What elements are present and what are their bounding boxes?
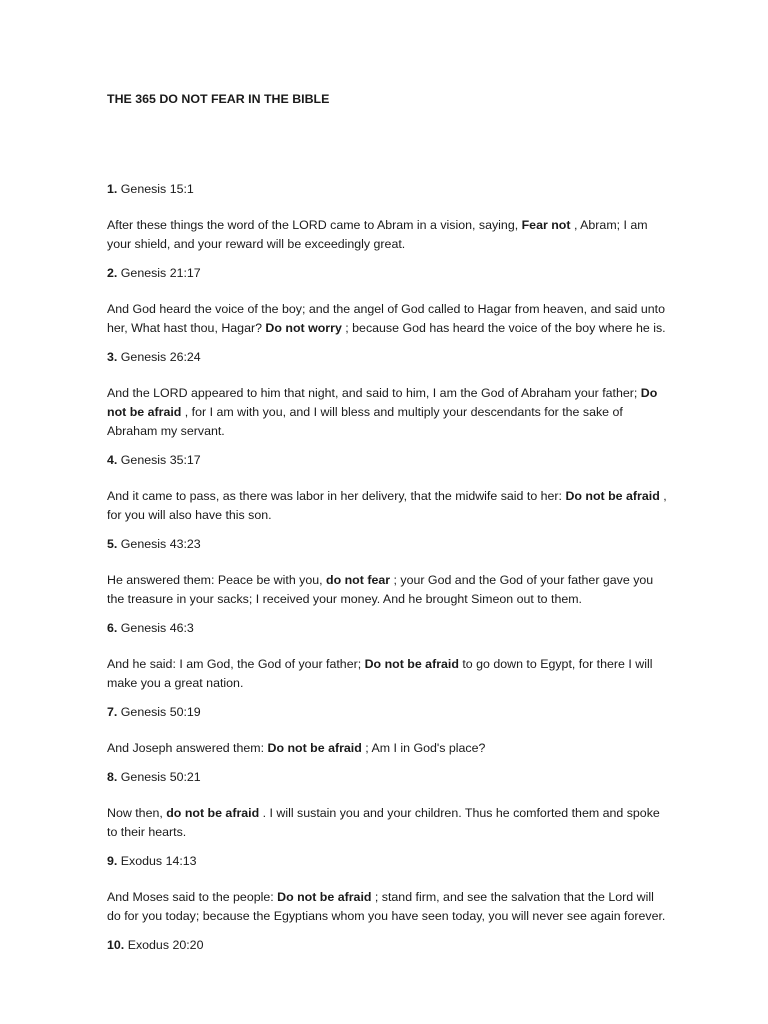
verse-segment: , Abram; I am your shield, and your reward will be exceedingly great. [107, 218, 648, 251]
verse-number: 2. [107, 266, 118, 280]
verse-entry [107, 451, 667, 525]
verse-reference [107, 451, 667, 470]
verse-number: 9. [107, 854, 118, 868]
verse-segment: Now then, [107, 806, 167, 820]
verse-number: 1. [107, 182, 118, 196]
verse-citation: Exodus 14:13 [120, 854, 197, 868]
verse-reference [107, 264, 667, 283]
verse-entry [107, 768, 667, 842]
verse-segment: And God heard the voice of the boy; and the angel of God called to Hagar from heaven, and said unto her, What hast thou, Hagar? [107, 302, 665, 335]
verse-text [107, 571, 667, 609]
verse-segment: ; your God and the God of your father gave you the treasure in your sacks; I received your money. And he brought Simeon out to them. [107, 573, 654, 606]
verse-segment: , for you will also have this son. [107, 489, 667, 522]
verse-number: 7. [107, 705, 118, 719]
verse-segment: And the LORD appeared to him that night, and said to him, I am the God of Abraham your father; [107, 386, 641, 400]
fear-not-phrase: Do not be afraid [267, 741, 362, 755]
verse-segment: ; because God has heard the voice of the boy where he is. [341, 321, 666, 335]
verse-citation: Genesis 43:23 [120, 537, 201, 551]
verse-text [107, 384, 667, 441]
verse-segment: And he said: I am God, the God of your father; [107, 657, 365, 671]
verse-text [107, 216, 667, 254]
verse-entry [107, 264, 667, 338]
verse-citation: Genesis 26:24 [120, 350, 201, 364]
verse-segment: . I will sustain you and your children. Thus he comforted them and spoke to their hearts. [107, 806, 660, 839]
verse-number: 3. [107, 350, 118, 364]
fear-not-phrase: Do not be afraid [107, 386, 658, 419]
verse-entry [107, 852, 667, 926]
verse-segment: to go down to Egypt, for there I will make you a great nation. [107, 657, 653, 690]
verse-reference [107, 936, 667, 955]
document-title: THE 365 DO NOT FEAR IN THE BIBLE [107, 92, 330, 106]
verse-citation: Genesis 46:3 [120, 621, 194, 635]
verse-citation: Genesis 21:17 [120, 266, 201, 280]
verse-reference [107, 703, 667, 722]
verse-segment: And Joseph answered them: [107, 741, 268, 755]
verse-segment: And Moses said to the people: [107, 890, 278, 904]
verse-number: 10. [107, 938, 125, 952]
verse-list [107, 180, 667, 972]
verse-reference [107, 180, 667, 199]
verse-text [107, 804, 667, 842]
verse-text [107, 739, 667, 758]
verse-citation: Genesis 15:1 [120, 182, 194, 196]
verse-text [107, 888, 667, 926]
verse-text [107, 655, 667, 693]
verse-segment: , for I am with you, and I will bless and multiply your descendants for the sake of Abraham my servant. [107, 405, 623, 438]
verse-number: 8. [107, 770, 118, 784]
verse-segment: He answered them: Peace be with you, [107, 573, 327, 587]
verse-entry [107, 348, 667, 441]
verse-segment: ; stand firm, and see the salvation that the Lord will do for you today; because the Egyptians whom you have seen today, you will never see again forever. [107, 890, 666, 923]
verse-segment: And it came to pass, as there was labor in her delivery, that the midwife said to her: [107, 489, 566, 503]
verse-entry [107, 535, 667, 609]
verse-reference [107, 348, 667, 367]
verse-entry [107, 936, 667, 955]
verse-citation: Genesis 50:19 [120, 705, 201, 719]
fear-not-phrase: Do not be afraid [364, 657, 459, 671]
fear-not-phrase: Do not worry [265, 321, 342, 335]
verse-reference [107, 535, 667, 554]
fear-not-phrase: Do not be afraid [565, 489, 660, 503]
verse-text [107, 487, 667, 525]
verse-citation: Genesis 35:17 [120, 453, 201, 467]
fear-not-phrase: Fear not [521, 218, 571, 232]
verse-entry [107, 180, 667, 254]
verse-entry [107, 703, 667, 758]
verse-citation: Exodus 20:20 [127, 938, 204, 952]
verse-reference [107, 852, 667, 871]
verse-entry [107, 619, 667, 693]
fear-not-phrase: do not be afraid [166, 806, 260, 820]
verse-segment: After these things the word of the LORD came to Abram in a vision, saying, [107, 218, 522, 232]
verse-reference [107, 768, 667, 787]
fear-not-phrase: Do not be afraid [277, 890, 372, 904]
verse-text [107, 300, 667, 338]
verse-citation: Genesis 50:21 [120, 770, 201, 784]
verse-number: 6. [107, 621, 118, 635]
verse-segment: ; Am I in God's place? [361, 741, 486, 755]
verse-reference [107, 619, 667, 638]
verse-number: 5. [107, 537, 118, 551]
verse-number: 4. [107, 453, 118, 467]
fear-not-phrase: do not fear [326, 573, 391, 587]
